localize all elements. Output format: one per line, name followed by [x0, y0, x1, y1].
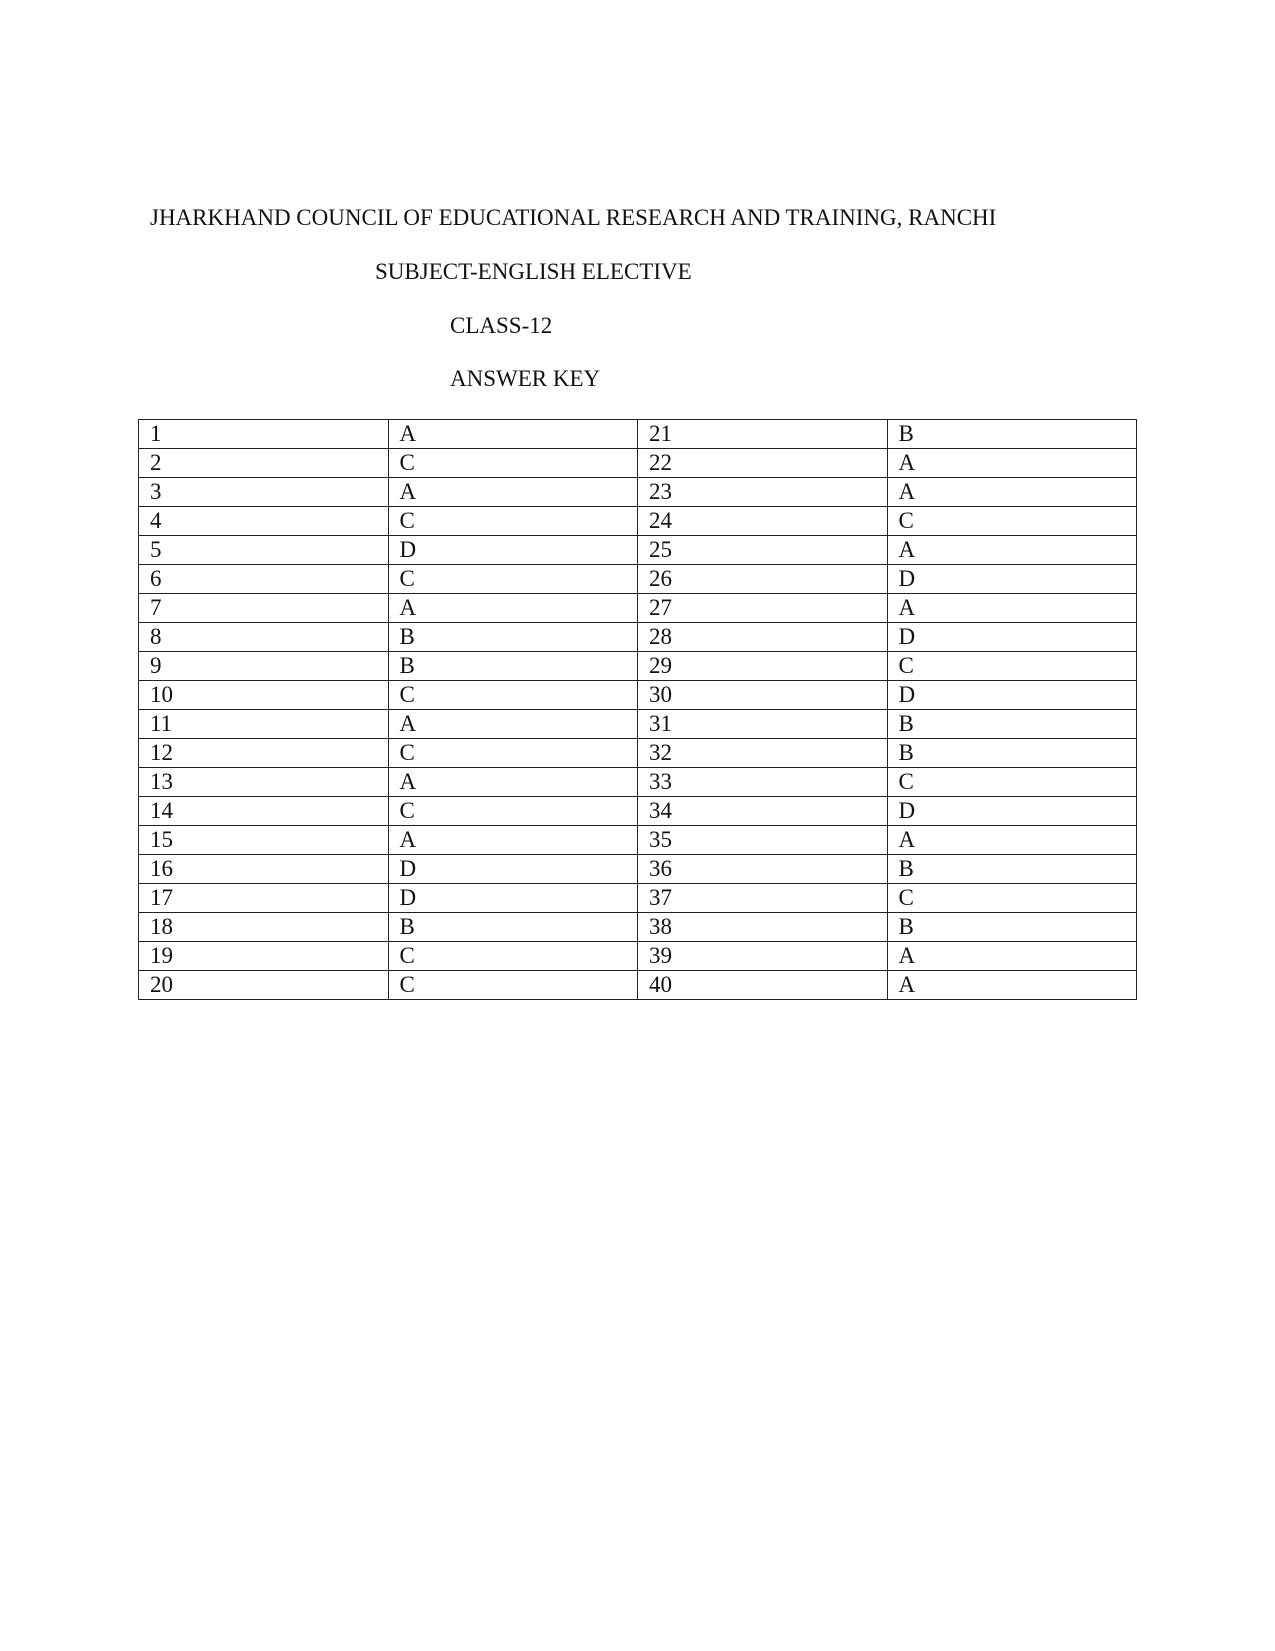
question-number-cell: 39 [638, 942, 888, 971]
question-number-cell: 10 [139, 681, 389, 710]
question-number-cell: 28 [638, 623, 888, 652]
answer-cell: C [887, 768, 1137, 797]
table-row [139, 913, 1137, 942]
question-number-cell: 9 [139, 652, 389, 681]
question-number-cell: 6 [139, 565, 389, 594]
answer-cell: C [388, 971, 638, 1000]
question-number-cell: 25 [638, 536, 888, 565]
question-number-cell: 40 [638, 971, 888, 1000]
table-row [139, 536, 1137, 565]
answer-cell: A [887, 594, 1137, 623]
answer-cell: C [388, 565, 638, 594]
question-number-cell: 4 [139, 507, 389, 536]
answer-cell: B [388, 913, 638, 942]
answer-cell: B [388, 652, 638, 681]
council-title: JHARKHAND COUNCIL OF EDUCATIONAL RESEARCH AND TRAINING, RANCHI [150, 205, 997, 230]
table-row [139, 855, 1137, 884]
question-number-cell: 17 [139, 884, 389, 913]
answer-cell: A [887, 971, 1137, 1000]
answer-cell: A [887, 449, 1137, 478]
question-number-cell: 29 [638, 652, 888, 681]
answer-cell: D [887, 797, 1137, 826]
question-number-cell: 32 [638, 739, 888, 768]
table-row [139, 826, 1137, 855]
table-row [139, 884, 1137, 913]
question-number-cell: 30 [638, 681, 888, 710]
answer-cell: D [388, 855, 638, 884]
answer-cell: A [388, 478, 638, 507]
question-number-cell: 15 [139, 826, 389, 855]
question-number-cell: 19 [139, 942, 389, 971]
answer-cell: A [887, 942, 1137, 971]
table-row [139, 623, 1137, 652]
question-number-cell: 24 [638, 507, 888, 536]
answer-cell: C [388, 507, 638, 536]
table-row [139, 797, 1137, 826]
class-label: CLASS-12 [450, 313, 553, 338]
answer-cell: C [388, 681, 638, 710]
answer-cell: A [388, 594, 638, 623]
answer-cell: B [887, 913, 1137, 942]
answer-cell: D [887, 565, 1137, 594]
answer-cell: B [388, 623, 638, 652]
answer-cell: C [887, 884, 1137, 913]
question-number-cell: 31 [638, 710, 888, 739]
answer-cell: B [887, 855, 1137, 884]
question-number-cell: 38 [638, 913, 888, 942]
answer-cell: B [887, 739, 1137, 768]
question-number-cell: 11 [139, 710, 389, 739]
answer-cell: C [388, 942, 638, 971]
question-number-cell: 36 [638, 855, 888, 884]
table-row [139, 507, 1137, 536]
table-row [139, 739, 1137, 768]
question-number-cell: 13 [139, 768, 389, 797]
subject-title: SUBJECT-ENGLISH ELECTIVE [375, 259, 692, 284]
answer-cell: C [388, 449, 638, 478]
answer-cell: A [388, 768, 638, 797]
question-number-cell: 5 [139, 536, 389, 565]
question-number-cell: 33 [638, 768, 888, 797]
question-number-cell: 34 [638, 797, 888, 826]
question-number-cell: 8 [139, 623, 389, 652]
question-number-cell: 23 [638, 478, 888, 507]
answer-cell: D [388, 536, 638, 565]
question-number-cell: 12 [139, 739, 389, 768]
answer-cell: A [388, 420, 638, 449]
table-row [139, 710, 1137, 739]
answer-cell: D [887, 681, 1137, 710]
table-row [139, 768, 1137, 797]
question-number-cell: 16 [139, 855, 389, 884]
table-row [139, 652, 1137, 681]
table-row [139, 942, 1137, 971]
question-number-cell: 2 [139, 449, 389, 478]
table-row [139, 594, 1137, 623]
table-row [139, 449, 1137, 478]
answer-key-table [138, 419, 1137, 1000]
answer-cell: A [887, 478, 1137, 507]
table-row [139, 478, 1137, 507]
table-row [139, 420, 1137, 449]
answer-cell: A [887, 536, 1137, 565]
table-row [139, 565, 1137, 594]
answer-cell: C [388, 739, 638, 768]
answer-cell: B [887, 710, 1137, 739]
answer-cell: C [887, 507, 1137, 536]
answer-cell: A [388, 826, 638, 855]
table-row [139, 971, 1137, 1000]
answer-cell: A [388, 710, 638, 739]
question-number-cell: 1 [139, 420, 389, 449]
answer-cell: B [887, 420, 1137, 449]
question-number-cell: 27 [638, 594, 888, 623]
question-number-cell: 22 [638, 449, 888, 478]
answer-cell: C [887, 652, 1137, 681]
answer-cell: C [388, 797, 638, 826]
answer-key-body [139, 420, 1137, 1000]
question-number-cell: 37 [638, 884, 888, 913]
question-number-cell: 18 [139, 913, 389, 942]
answer-cell: A [887, 826, 1137, 855]
answer-cell: D [388, 884, 638, 913]
answer-key-title: ANSWER KEY [450, 366, 601, 391]
question-number-cell: 26 [638, 565, 888, 594]
question-number-cell: 21 [638, 420, 888, 449]
question-number-cell: 14 [139, 797, 389, 826]
answer-cell: D [887, 623, 1137, 652]
question-number-cell: 35 [638, 826, 888, 855]
question-number-cell: 20 [139, 971, 389, 1000]
question-number-cell: 7 [139, 594, 389, 623]
question-number-cell: 3 [139, 478, 389, 507]
table-row [139, 681, 1137, 710]
